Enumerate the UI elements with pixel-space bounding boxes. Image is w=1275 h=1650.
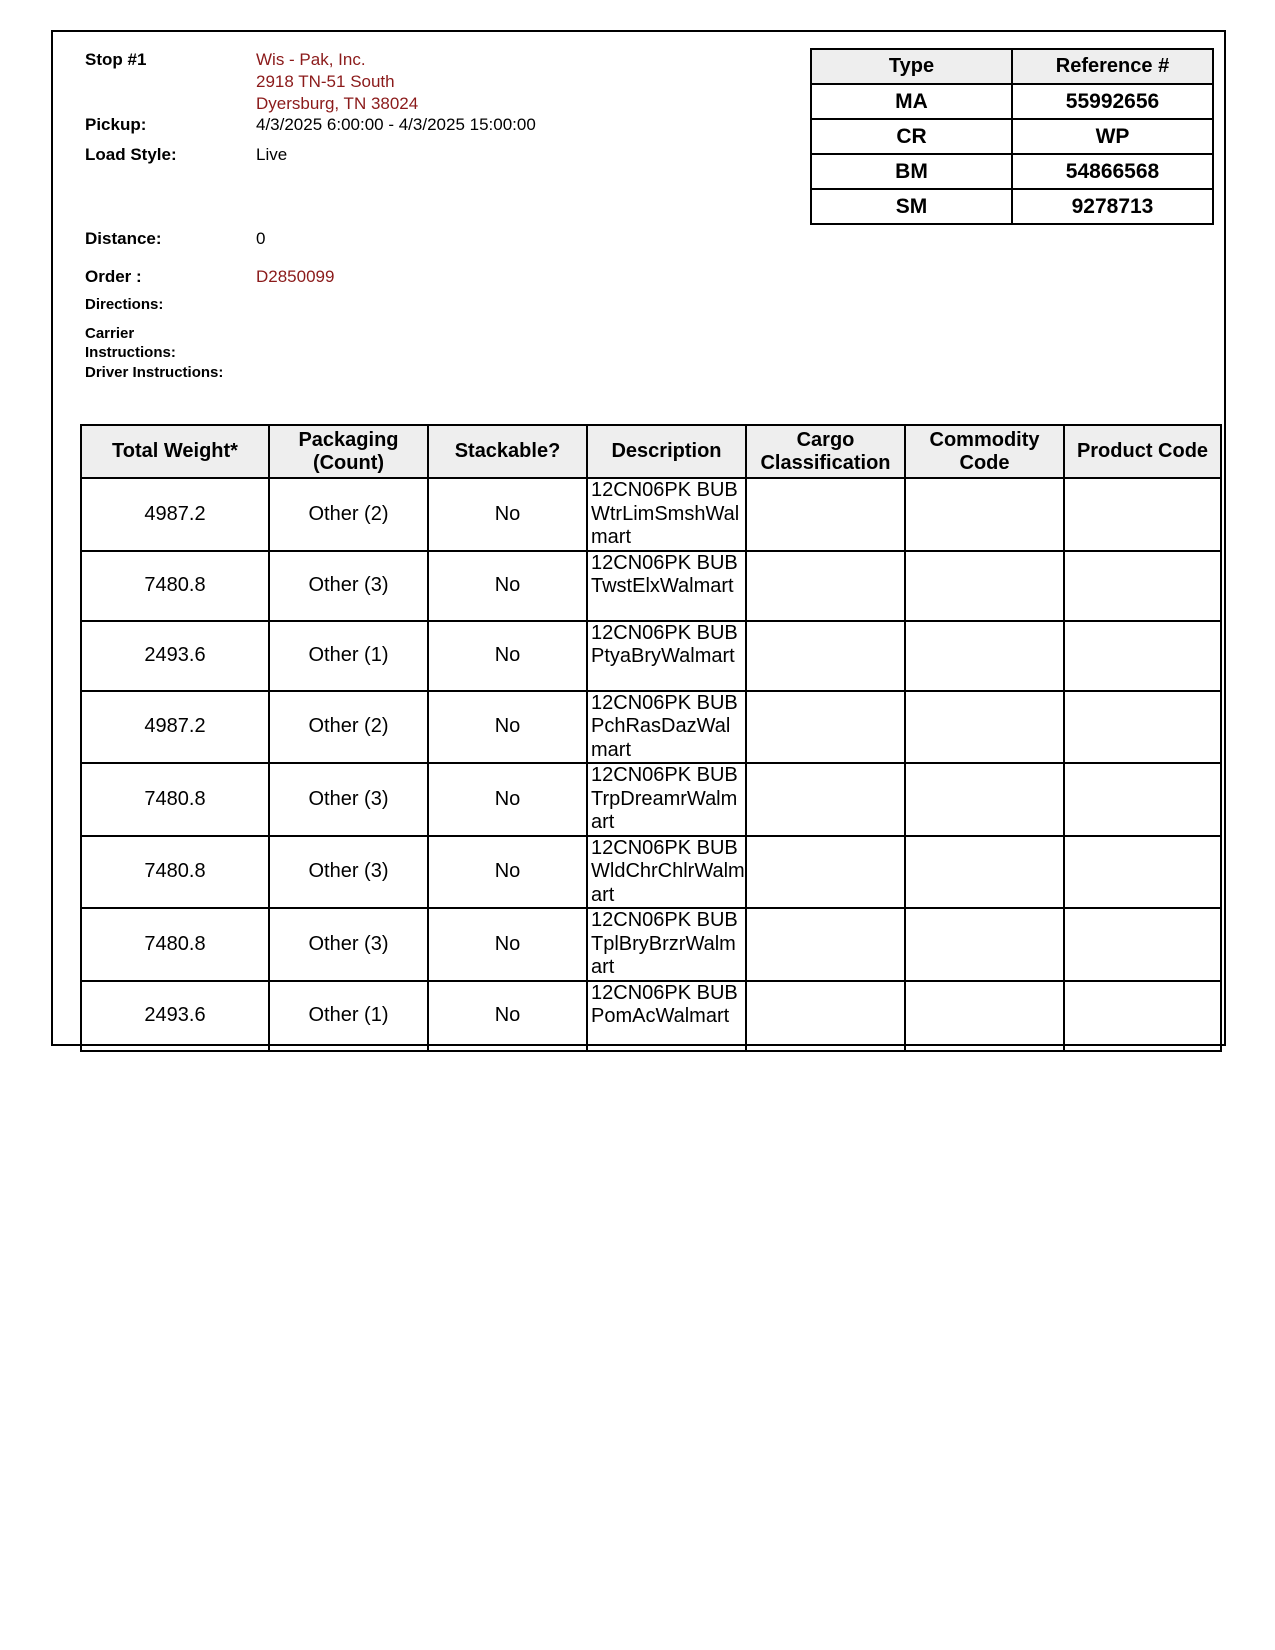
- item-packaging: Other (2): [269, 691, 428, 764]
- item-stackable: No: [428, 908, 587, 981]
- company-name: Wis - Pak, Inc.: [256, 50, 366, 69]
- item-commodity-code: [905, 621, 1064, 691]
- item-stackable: No: [428, 621, 587, 691]
- total-weight-header-text: Total Weight*: [112, 440, 238, 462]
- item-stackable: No: [428, 551, 587, 621]
- product-code-header: [1064, 425, 1221, 478]
- commodity-header-line-2: Code: [959, 451, 1010, 474]
- item-packaging: Other (3): [269, 551, 428, 621]
- reference-row: [811, 119, 1213, 154]
- reference-table: [810, 48, 1214, 225]
- item-commodity-code: [905, 908, 1064, 981]
- items-table: [80, 424, 1222, 1052]
- reference-number-header: Reference #: [1012, 49, 1213, 84]
- item-product-code: [1064, 478, 1221, 551]
- item-packaging: Other (3): [269, 908, 428, 981]
- item-cargo-classification: [746, 621, 905, 691]
- item-row: [81, 691, 1221, 764]
- item-row: [81, 478, 1221, 551]
- item-description: 12CN06PK BUBWldChrChlrWalmart: [587, 836, 746, 909]
- commodity-header-line-1: Commodity: [929, 428, 1040, 451]
- pickup-label: Pickup:: [85, 115, 147, 134]
- driver-instructions-label: Driver Instructions:: [85, 364, 224, 381]
- reference-number: WP: [1012, 119, 1213, 154]
- item-row: [81, 621, 1221, 691]
- carrier-label: Carrier: [85, 325, 135, 342]
- item-commodity-code: [905, 763, 1064, 836]
- reference-row: [811, 154, 1213, 189]
- item-description: 12CN06PK BUBPtyaBryWalmart: [587, 621, 746, 691]
- description-header: [587, 425, 746, 478]
- item-commodity-code: [905, 691, 1064, 764]
- reference-number: 9278713: [1012, 189, 1213, 224]
- address-line-2: Dyersburg, TN 38024: [256, 94, 419, 113]
- item-cargo-classification: [746, 691, 905, 764]
- cargo-header-line-2: Classification: [760, 451, 891, 474]
- stop-label: Stop #1: [85, 50, 147, 69]
- items-header-row: [81, 425, 1221, 478]
- load-style-label: Load Style:: [85, 145, 177, 164]
- load-style-value: Live: [256, 145, 288, 164]
- item-commodity-code: [905, 836, 1064, 909]
- item-cargo-classification: [746, 763, 905, 836]
- item-packaging: Other (1): [269, 981, 428, 1051]
- item-commodity-code: [905, 551, 1064, 621]
- item-cargo-classification: [746, 981, 905, 1051]
- description-header-text: Description: [611, 440, 722, 462]
- item-description: 12CN06PK BUBTwstElxWalmart: [587, 551, 746, 621]
- item-commodity-code: [905, 478, 1064, 551]
- stackable-header-text: Stackable?: [454, 440, 561, 462]
- reference-number: 54866568: [1012, 154, 1213, 189]
- item-weight: 7480.8: [81, 763, 269, 836]
- product-code-header-text: Product Code: [1076, 440, 1209, 462]
- reference-type: CR: [811, 119, 1012, 154]
- reference-type: SM: [811, 189, 1012, 224]
- reference-number: 55992656: [1012, 84, 1213, 119]
- item-weight: 2493.6: [81, 981, 269, 1051]
- packaging-header-line-2: (Count): [312, 451, 385, 474]
- packaging-header: [269, 425, 428, 478]
- stackable-header: [428, 425, 587, 478]
- item-stackable: No: [428, 763, 587, 836]
- item-product-code: [1064, 551, 1221, 621]
- item-stackable: No: [428, 981, 587, 1051]
- reference-header-row: [811, 49, 1213, 84]
- item-weight: 7480.8: [81, 836, 269, 909]
- item-row: [81, 981, 1221, 1051]
- item-description: 12CN06PK BUBPchRasDazWalmart: [587, 691, 746, 764]
- item-weight: 4987.2: [81, 691, 269, 764]
- item-packaging: Other (3): [269, 836, 428, 909]
- distance-label: Distance:: [85, 229, 162, 248]
- item-description: 12CN06PK BUBPomAcWalmart: [587, 981, 746, 1051]
- item-stackable: No: [428, 478, 587, 551]
- reference-type: MA: [811, 84, 1012, 119]
- item-cargo-classification: [746, 551, 905, 621]
- item-weight: 4987.2: [81, 478, 269, 551]
- item-row: [81, 763, 1221, 836]
- item-product-code: [1064, 621, 1221, 691]
- order-label: Order :: [85, 267, 142, 286]
- item-weight: 7480.8: [81, 908, 269, 981]
- item-packaging: Other (1): [269, 621, 428, 691]
- item-commodity-code: [905, 981, 1064, 1051]
- item-weight: 2493.6: [81, 621, 269, 691]
- commodity-code-header: [905, 425, 1064, 478]
- item-row: [81, 836, 1221, 909]
- order-value: D2850099: [256, 267, 335, 286]
- carrier-instructions-label: Instructions:: [85, 344, 176, 361]
- type-header: Type: [811, 49, 1012, 84]
- item-description: 12CN06PK BUBTrpDreamrWalmart: [587, 763, 746, 836]
- item-stackable: No: [428, 691, 587, 764]
- item-product-code: [1064, 691, 1221, 764]
- item-product-code: [1064, 908, 1221, 981]
- cargo-classification-header: [746, 425, 905, 478]
- packaging-header-line-1: Packaging: [298, 428, 399, 451]
- item-stackable: No: [428, 836, 587, 909]
- total-weight-header: [81, 425, 269, 478]
- pickup-value: 4/3/2025 6:00:00 - 4/3/2025 15:00:00: [256, 115, 536, 134]
- item-cargo-classification: [746, 908, 905, 981]
- reference-row: [811, 84, 1213, 119]
- distance-value: 0: [256, 229, 266, 248]
- item-product-code: [1064, 981, 1221, 1051]
- reference-row: [811, 189, 1213, 224]
- item-description: 12CN06PK BUBTplBryBrzrWalmart: [587, 908, 746, 981]
- item-description: 12CN06PK BUBWtrLimSmshWalmart: [587, 478, 746, 551]
- item-packaging: Other (3): [269, 763, 428, 836]
- item-weight: 7480.8: [81, 551, 269, 621]
- directions-label: Directions:: [85, 296, 164, 313]
- cargo-header-line-1: Cargo: [796, 428, 855, 451]
- item-row: [81, 551, 1221, 621]
- address-line-1: 2918 TN-51 South: [256, 72, 395, 91]
- reference-type: BM: [811, 154, 1012, 189]
- item-packaging: Other (2): [269, 478, 428, 551]
- item-cargo-classification: [746, 836, 905, 909]
- item-product-code: [1064, 763, 1221, 836]
- item-cargo-classification: [746, 478, 905, 551]
- item-row: [81, 908, 1221, 981]
- item-product-code: [1064, 836, 1221, 909]
